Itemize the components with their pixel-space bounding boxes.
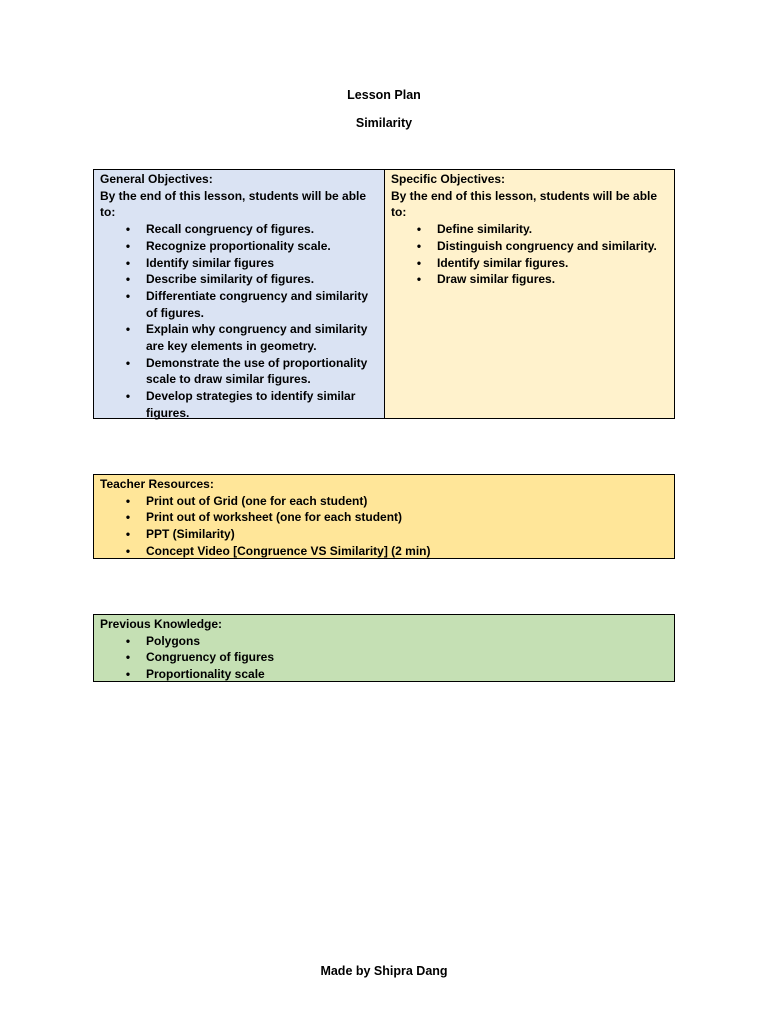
list-item: • Describe similarity of figures. [100, 271, 378, 288]
specific-objectives-intro: By the end of this lesson, students will be able to: [391, 188, 658, 220]
bullet-icon: • [125, 510, 131, 525]
bullet-icon: • [125, 389, 131, 404]
list-item: • Draw similar figures. [391, 271, 668, 288]
general-objectives-intro: By the end of this lesson, students will be able to: [100, 188, 367, 220]
teacher-resources-box [93, 474, 675, 559]
bullet-icon: • [416, 222, 422, 237]
bullet-icon: • [416, 238, 422, 253]
list-item: • Develop strategies to identify similar figures. [100, 388, 378, 421]
bullet-icon: • [125, 633, 131, 648]
list-item: • Concept Video [Congruence VS Similarity] (2 min) [100, 543, 668, 560]
teacher-resources-list [100, 493, 668, 560]
list-item: • Print out of worksheet (one for each student) [100, 509, 668, 526]
list-item: • Distinguish congruency and similarity. [391, 238, 668, 255]
document-title: Lesson Plan [347, 88, 421, 102]
list-item: • Demonstrate the use of proportionality scale to draw similar figures. [100, 355, 378, 388]
list-item: • Polygons [100, 633, 668, 650]
list-item: • Recall congruency of figures. [100, 221, 378, 238]
list-item: • Proportionality scale [100, 666, 668, 683]
teacher-resources-heading: Teacher Resources: [100, 477, 214, 491]
bullet-icon: • [416, 255, 422, 270]
bullet-icon: • [125, 238, 131, 253]
bullet-icon: • [125, 255, 131, 270]
specific-objectives-cell [385, 170, 674, 418]
bullet-icon: • [416, 272, 422, 287]
bullet-icon: • [125, 493, 131, 508]
list-item: • Identify similar figures. [391, 255, 668, 272]
specific-objectives-heading: Specific Objectives: [391, 172, 506, 186]
previous-knowledge-heading: Previous Knowledge: [100, 617, 223, 631]
list-item: • Congruency of figures [100, 649, 668, 666]
bullet-icon: • [125, 222, 131, 237]
previous-knowledge-list [100, 633, 668, 683]
specific-objectives-list [391, 221, 668, 288]
bullet-icon: • [125, 543, 131, 558]
general-objectives-list [100, 221, 378, 421]
bullet-icon: • [125, 322, 131, 337]
bullet-icon: • [125, 527, 131, 542]
list-item: • Print out of Grid (one for each student) [100, 493, 668, 510]
list-item: • Identify similar figures [100, 255, 378, 272]
general-objectives-cell [94, 170, 385, 418]
list-item: • Define similarity. [391, 221, 668, 238]
objectives-table [93, 169, 675, 419]
bullet-icon: • [125, 667, 131, 682]
bullet-icon: • [125, 355, 131, 370]
document-subtitle: Similarity [355, 116, 413, 130]
list-item: • Differentiate congruency and similarity of figures. [100, 288, 378, 321]
previous-knowledge-box [93, 614, 675, 682]
list-item: • PPT (Similarity) [100, 526, 668, 543]
list-item: • Explain why congruency and similarity are key elements in geometry. [100, 321, 378, 354]
bullet-icon: • [125, 650, 131, 665]
general-objectives-heading: General Objectives: [100, 172, 213, 186]
author-credit: Made by Shipra Dang [320, 964, 448, 978]
bullet-icon: • [125, 288, 131, 303]
bullet-icon: • [125, 272, 131, 287]
list-item: • Recognize proportionality scale. [100, 238, 378, 255]
